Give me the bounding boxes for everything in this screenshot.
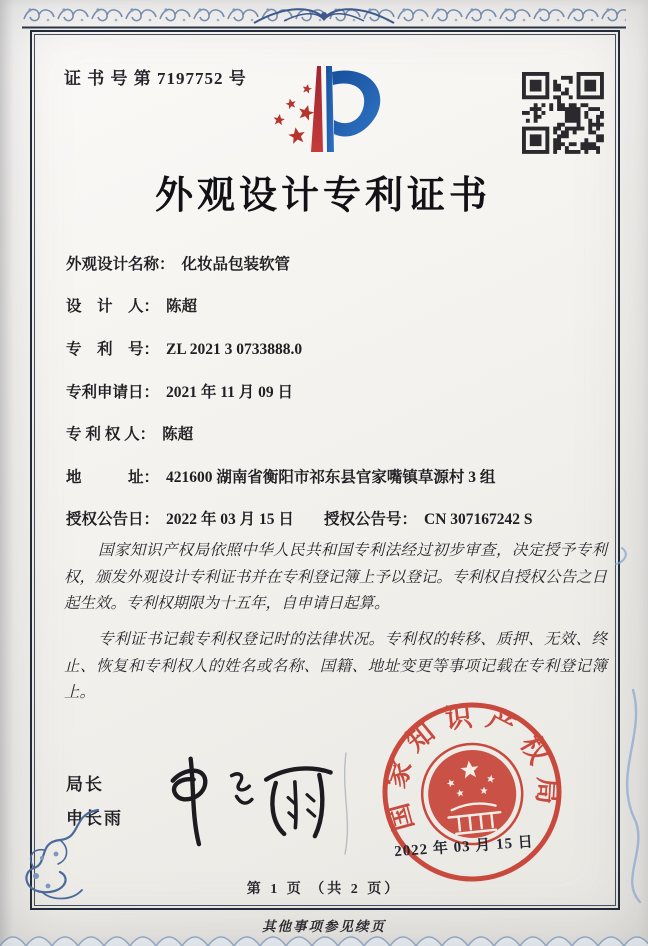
field-row-filing-date xyxy=(66,380,611,402)
page-indicator: 第 1 页 （共 2 页） xyxy=(246,882,402,897)
field-value: 2022 年 03 月 15 日 xyxy=(166,511,294,528)
field-label: 专 利 号： xyxy=(66,341,160,358)
director-signature xyxy=(145,740,345,850)
field-label: 专 利 权 人： xyxy=(66,426,156,443)
certificate-number: 证 书 号 第 7197752 号 xyxy=(64,69,247,88)
field-grant-number xyxy=(324,507,533,529)
seal-date: 2022 年 03 月 15 日 xyxy=(393,834,535,861)
official-seal xyxy=(366,686,577,897)
field-value: 化妆品包装软管 xyxy=(181,256,291,273)
logo-stars-icon xyxy=(273,83,316,144)
continuation-note: 其他事项参见续页 xyxy=(262,919,386,934)
field-value: ZL 2021 3 0733888.0 xyxy=(166,341,303,358)
field-value: 2021 年 11 月 09 日 xyxy=(166,384,294,401)
field-value: CN 307167242 S xyxy=(424,511,533,528)
border-ornament-top xyxy=(22,3,626,30)
field-value: 421600 湖南省衡阳市祁东县官家嘴镇草源村 3 组 xyxy=(166,469,496,486)
field-label: 授权公告号： xyxy=(324,511,418,528)
director-name: 申长雨 xyxy=(66,809,123,828)
field-label: 授权公告日： xyxy=(66,511,160,528)
field-row-address xyxy=(66,465,611,487)
field-label: 设 计 人： xyxy=(66,298,160,315)
certificate-title: 外观设计专利证书 xyxy=(154,175,491,217)
corner-flourish xyxy=(12,804,104,908)
seal-ring-text: 国家知识产权局 xyxy=(380,700,563,834)
field-label: 外观设计名称： xyxy=(66,256,175,273)
field-label: 专利申请日： xyxy=(66,384,160,401)
field-value: 陈超 xyxy=(162,426,194,443)
qr-code xyxy=(522,72,604,154)
body-paragraph-1: 国家知识产权局依照中华人民共和国专利法经过初步审查，决定授予专利权，颁发外观设计专利证书并在专利登记簿上予以登记。专利权自授权公告之日起生效。专利权期限为十五年，自申请日起算。 xyxy=(64,542,607,613)
field-row-designer xyxy=(66,294,611,316)
logo-p-icon xyxy=(332,71,380,137)
field-row-grant xyxy=(66,507,611,529)
field-row-design-name xyxy=(66,252,611,274)
field-value: 陈超 xyxy=(166,298,198,315)
director-title: 局长 xyxy=(66,775,104,794)
field-row-patent-number xyxy=(66,337,611,359)
border-ornament-bottom xyxy=(0,934,648,946)
cnipa-logo xyxy=(250,56,400,170)
logo-wedge-icon xyxy=(311,66,323,152)
field-row-patentee xyxy=(66,422,611,444)
body-paragraph-2: 专利证书记载专利权登记时的法律状况。专利权的转移、质押、无效、终止、恢复和专利权人的姓名或名称、国籍、地址变更等事项记载在专利登记簿上。 xyxy=(64,630,607,702)
field-label: 地 址： xyxy=(66,469,160,486)
